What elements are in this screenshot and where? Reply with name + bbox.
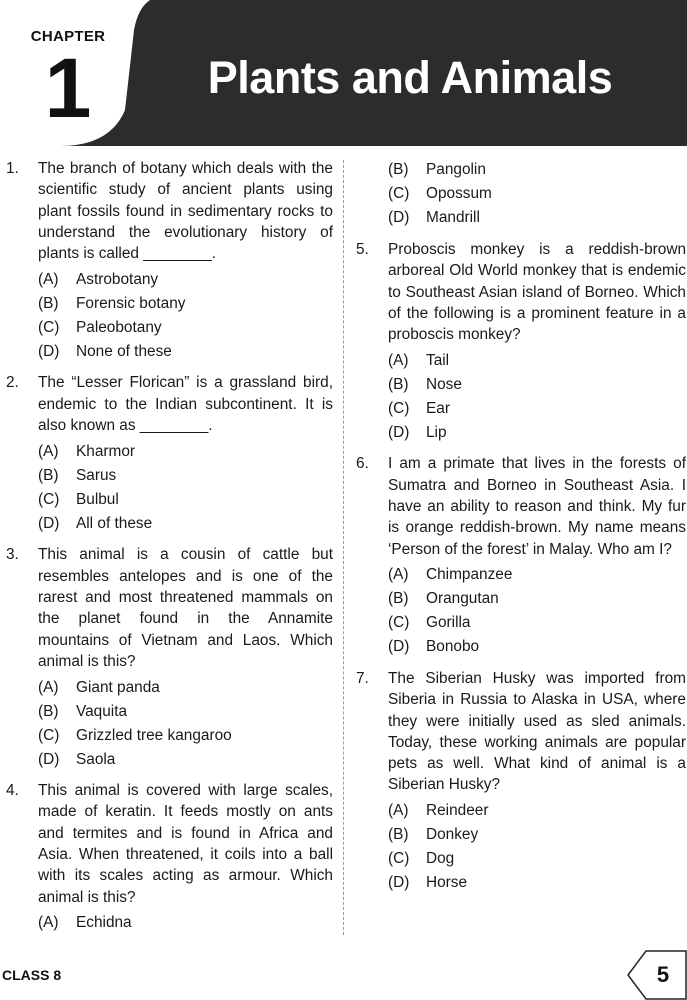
question-number: 2.	[6, 374, 19, 392]
question-2	[6, 372, 333, 535]
option-a[interactable]	[388, 799, 686, 823]
option-letter: (D)	[38, 750, 60, 768]
option-text: Bonobo	[426, 638, 480, 656]
option-c[interactable]	[388, 847, 686, 871]
option-letter: (D)	[388, 638, 410, 656]
option-text: Nose	[426, 375, 462, 393]
option-b[interactable]	[38, 463, 333, 487]
option-text: Ear	[426, 399, 450, 417]
option-c[interactable]	[388, 611, 686, 635]
option-d[interactable]	[388, 420, 686, 444]
question-text: The branch of botany which deals with the scientific study of ancient plants using plant fossils found in sedimentary rocks to understand the evolutionary history of plants is called ________.	[38, 160, 333, 263]
option-b[interactable]	[388, 587, 686, 611]
question-number: 7.	[356, 669, 369, 687]
chapter-header	[0, 0, 687, 146]
option-text: Horse	[426, 874, 468, 892]
option-letter: (C)	[388, 850, 410, 868]
question-text: The “Lesser Florican” is a grassland bird, endemic to the Indian subcontinent. It is also known as ________.	[38, 374, 333, 435]
option-letter: (C)	[388, 399, 410, 417]
question-text: The Siberian Husky was imported from Siberia in Russia to Alaska in USA, where they were initially used as sled animals. Today, these working animals are popular pets as well. What kind of animal is a Siberian Husky?	[388, 669, 686, 794]
question-4-continued	[356, 158, 686, 230]
option-a[interactable]	[388, 563, 686, 587]
option-letter: (C)	[388, 614, 410, 632]
option-letter: (A)	[388, 566, 409, 584]
option-text: All of these	[76, 514, 153, 532]
option-text: Bulbul	[76, 490, 119, 508]
option-c[interactable]	[388, 182, 686, 206]
option-text: Opossum	[426, 185, 492, 203]
question-text: I am a primate that lives in the forests of Sumatra and Borneo in Southeast Asia. I have an ability to reason and think. My fur is orange reddish-brown. My name means ‘Person of the forest’ in Malay. Who am I?	[388, 455, 686, 558]
question-number: 3.	[6, 546, 19, 564]
page-title: Plants and Animals	[207, 52, 613, 103]
option-text: Paleobotany	[76, 318, 162, 336]
option-b[interactable]	[38, 699, 333, 723]
option-letter: (D)	[38, 342, 60, 360]
option-letter: (B)	[388, 590, 409, 608]
option-d[interactable]	[38, 511, 333, 535]
page-number: 5	[656, 962, 670, 987]
option-letter: (A)	[388, 802, 409, 820]
option-text: Giant panda	[76, 678, 160, 696]
class-label: CLASS 8	[2, 967, 62, 983]
option-letter: (B)	[38, 294, 59, 312]
question-number: 1.	[6, 160, 19, 177]
question-number: 4.	[6, 782, 19, 800]
option-text: Sarus	[76, 466, 117, 484]
option-c[interactable]	[388, 396, 686, 420]
option-letter: (C)	[38, 318, 60, 336]
option-text: Astrobotany	[76, 270, 159, 288]
option-text: Donkey	[426, 826, 479, 844]
option-letter: (A)	[38, 914, 59, 932]
option-d[interactable]	[38, 339, 333, 363]
column-divider	[343, 160, 344, 935]
option-c[interactable]	[38, 315, 333, 339]
option-text: Vaquita	[76, 702, 128, 720]
option-text: Pangolin	[426, 161, 486, 179]
question-6	[356, 453, 686, 658]
option-a[interactable]	[38, 911, 333, 935]
option-b[interactable]	[388, 158, 686, 182]
option-text: Reindeer	[426, 802, 489, 820]
chapter-number: 1	[44, 41, 92, 135]
option-text: Chimpanzee	[426, 566, 513, 584]
option-d[interactable]	[38, 747, 333, 771]
question-text: Proboscis monkey is a reddish-brown arboreal Old World monkey that is endemic to Southeast Asian island of Borneo. Which of the following is a prominent feature in a proboscis monkey?	[388, 241, 686, 344]
option-text: Forensic botany	[76, 294, 186, 312]
option-letter: (B)	[388, 826, 409, 844]
left-column	[6, 158, 333, 944]
option-letter: (A)	[38, 678, 59, 696]
option-a[interactable]	[388, 348, 686, 372]
option-letter: (D)	[388, 423, 410, 441]
option-letter: (B)	[38, 702, 59, 720]
option-d[interactable]	[388, 206, 686, 230]
option-text: None of these	[76, 342, 172, 360]
question-text: This animal is a cousin of cattle but resembles antelopes and is one of the rarest and most threatened mammals on the planet found in the Annamite mountains of Vietnam and Laos. Which animal is this?	[38, 546, 333, 670]
option-b[interactable]	[388, 372, 686, 396]
option-text: Dog	[426, 850, 455, 868]
option-a[interactable]	[38, 675, 333, 699]
question-3	[6, 544, 333, 771]
option-text: Echidna	[76, 914, 132, 932]
option-letter: (D)	[388, 874, 410, 892]
option-letter: (A)	[388, 351, 409, 369]
question-1	[6, 158, 333, 363]
option-d[interactable]	[388, 871, 686, 895]
option-b[interactable]	[388, 823, 686, 847]
option-d[interactable]	[388, 635, 686, 659]
option-letter: (C)	[388, 185, 410, 203]
option-c[interactable]	[38, 487, 333, 511]
option-letter: (C)	[38, 490, 60, 508]
option-text: Mandrill	[426, 209, 480, 227]
question-5	[356, 239, 686, 444]
right-column	[356, 158, 686, 904]
option-letter: (B)	[388, 375, 409, 393]
option-letter: (A)	[38, 442, 59, 460]
option-text: Saola	[76, 750, 116, 768]
option-text: Lip	[426, 423, 447, 441]
question-text: This animal is covered with large scales, made of keratin. It feeds mostly on ants and termites and is found in Africa and Asia. When threatened, it coils into a ball with its scales acting as armour. Which animal is this?	[38, 782, 333, 906]
option-letter: (A)	[38, 270, 59, 288]
option-letter: (B)	[38, 466, 59, 484]
option-text: Kharmor	[76, 442, 136, 460]
option-letter: (D)	[38, 514, 60, 532]
option-text: Grizzled tree kangaroo	[76, 726, 232, 744]
option-c[interactable]	[38, 723, 333, 747]
option-letter: (C)	[38, 726, 60, 744]
option-letter: (D)	[388, 209, 410, 227]
question-7	[356, 668, 686, 895]
question-number: 5.	[356, 241, 369, 258]
option-a[interactable]	[38, 439, 333, 463]
option-text: Gorilla	[426, 614, 471, 632]
option-letter: (B)	[388, 161, 409, 179]
option-a[interactable]	[38, 267, 333, 291]
chapter-label: CHAPTER	[30, 28, 106, 45]
option-b[interactable]	[38, 291, 333, 315]
option-text: Tail	[426, 351, 450, 369]
question-number: 6.	[356, 455, 369, 473]
question-4	[6, 780, 333, 935]
option-text: Orangutan	[426, 590, 499, 608]
